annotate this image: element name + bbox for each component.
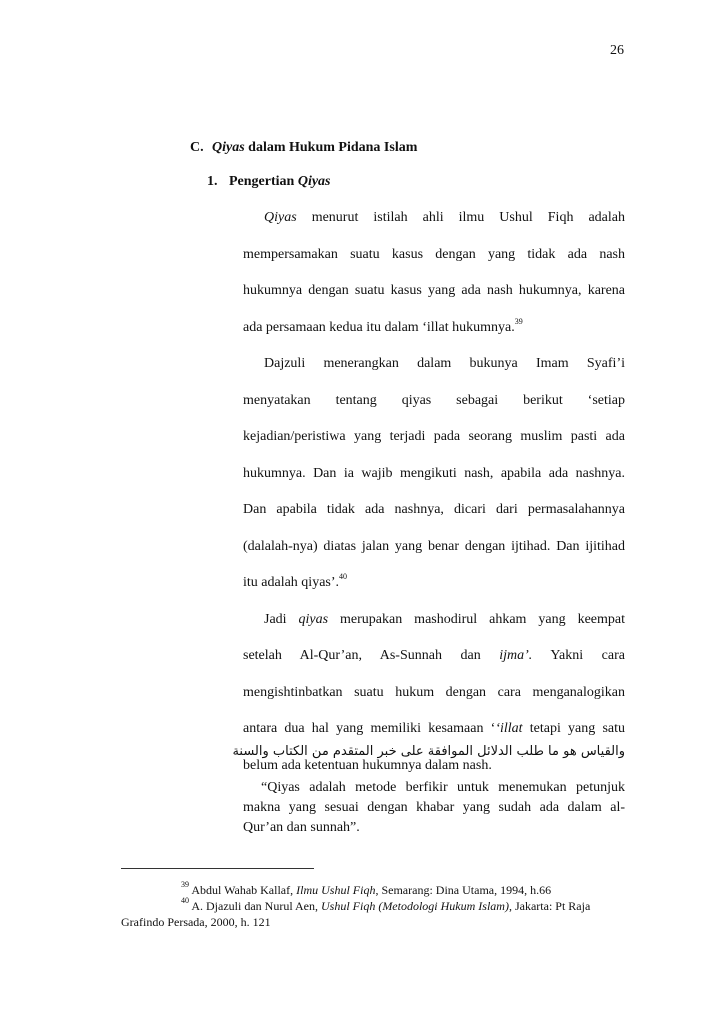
subsection-title-prefix: Pengertian — [229, 174, 298, 189]
para3-line5: belum ada ketentuan hukumnya dalam nash. — [243, 757, 492, 773]
para3-line4-b: tetapi yang satu — [522, 721, 625, 736]
footnote-ref-39: 39 — [514, 316, 523, 326]
para3-line1-italic: qiyas — [298, 611, 329, 627]
translation-block — [243, 778, 625, 838]
para3-line1 — [243, 610, 625, 647]
footnote-40-title: Ushul Fiqh (Metodologi Hukum Islam) — [320, 899, 509, 913]
para1-line4-text: ada persamaan kedua itu dalam ‘illat hukumnya. — [243, 319, 515, 335]
subsection-title-italic: Qiyas — [297, 174, 331, 189]
para2-line5: Dan apabila tidak ada nashnya, dicari dari permasalahannya — [243, 502, 625, 517]
subsection-number: 1. — [207, 174, 218, 189]
paragraph-definition — [243, 208, 625, 792]
arabic-quote: والقياس هو ما طلب الدلائل الموافقة على خبر المتقدم من الكتاب والسنة — [232, 744, 625, 759]
footnote-39-text-a: Abdul Wahab Kallaf, — [189, 883, 297, 897]
footnote-39 — [121, 882, 691, 898]
para2-line3: kejadian/peristiwa yang terjadi pada seorang muslim pasti ada — [243, 429, 625, 444]
footnote-39-text-b: , Semarang: Dina Utama, 1994, h.66 — [375, 883, 552, 897]
footnote-40-text-a: A. Djazuli dan Nurul Aen, — [189, 899, 321, 913]
para1-line1-text: menurut istilah ahli ilmu Ushul Fiqh adalah — [296, 210, 625, 225]
translation-line3: Qur’an dan sunnah”. — [243, 820, 360, 835]
para2-line1: Dajzuli menerangkan dalam bukunya Imam Syafi’i — [264, 356, 625, 371]
footnote-39-number: 39 — [181, 880, 189, 889]
translation-line2: makna yang sesuai dengan khabar yang sudah ada dalam al- — [243, 800, 625, 815]
para2-line7 — [243, 573, 625, 610]
para3-line2-italic: ijma’. — [499, 648, 533, 663]
para3-line1-b: merupakan mashodirul ahkam yang keempat — [328, 611, 625, 627]
para3-line1-a: Jadi — [264, 611, 299, 627]
para2-line7-text: itu adalah qiyas’. — [243, 575, 340, 590]
footnote-40-line2: Grafindo Persada, 2000, h. 121 — [121, 915, 271, 929]
para3-line2 — [243, 646, 625, 683]
para2-line4: hukumnya. Dan ia wajib mengikuti nash, apabila ada nashnya. — [243, 465, 625, 481]
subsection-heading — [207, 174, 331, 190]
page-number: 26 — [610, 43, 624, 58]
para3-line4-italic: ‘illat — [495, 721, 523, 736]
footnote-39-title: Ilmu Ushul Fiqh — [296, 883, 376, 897]
section-heading — [190, 140, 417, 156]
para1-line2: mempersamakan suatu kasus dengan yang tidak ada nash — [243, 246, 625, 262]
term-qiyas: Qiyas — [264, 210, 297, 225]
footnote-separator — [121, 868, 314, 869]
para2-line2: menyatakan tentang qiyas sebagai berikut ‘setiap — [243, 392, 625, 408]
para1-line4 — [243, 318, 625, 355]
translation-line1: “Qiyas adalah metode berfikir untuk menemukan petunjuk — [261, 780, 625, 795]
section-title-rest: dalam Hukum Pidana Islam — [244, 140, 418, 155]
footnote-40-number: 40 — [181, 896, 189, 905]
para3-line2-a: setelah Al-Qur’an, As-Sunnah dan — [243, 648, 500, 663]
footnote-40-text-b: , Jakarta: Pt Raja — [508, 899, 591, 913]
section-letter: C. — [190, 140, 204, 155]
para1-line3: hukumnya dengan suatu kasus yang ada nash hukumnya, karena — [243, 283, 625, 298]
para3-line4-a: antara dua hal yang memiliki kesamaan ‘ — [243, 721, 496, 736]
para3-line3: mengishtinbatkan suatu hukum dengan cara menganalogikan — [243, 684, 625, 700]
footnote-ref-40: 40 — [339, 572, 348, 581]
section-title-italic: Qiyas — [212, 140, 245, 155]
para3-line2-b: Yakni cara — [532, 648, 625, 663]
footnote-40 — [121, 898, 631, 930]
para1-line1 — [243, 208, 625, 245]
para2-line6: (dalalah-nya) diatas jalan yang benar dengan ijtihad. Dan ijitihad — [243, 538, 625, 554]
footnote-40-line1 — [121, 898, 631, 914]
